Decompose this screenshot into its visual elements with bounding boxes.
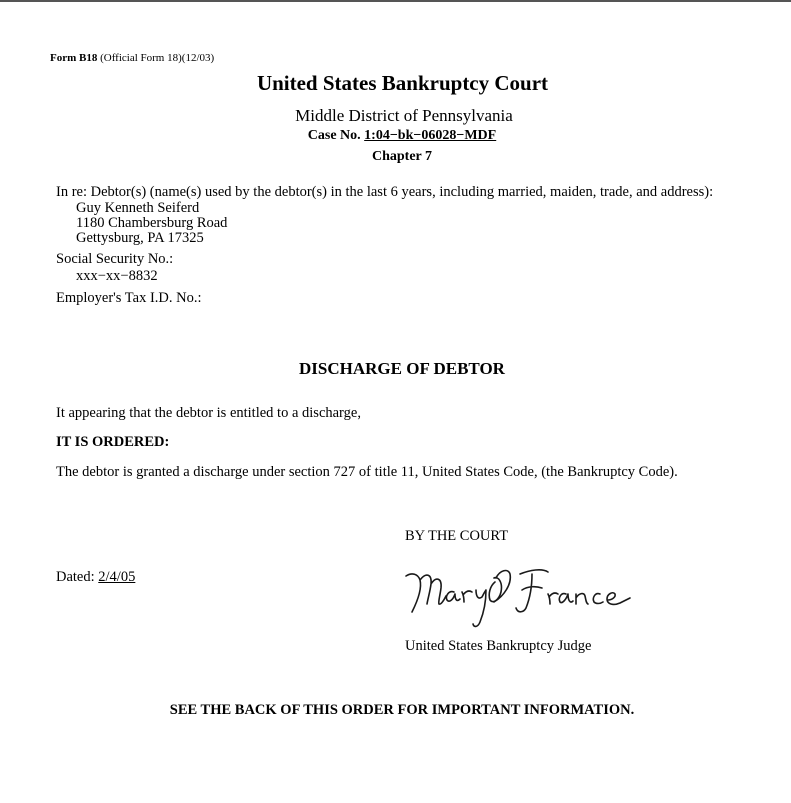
form-id: Form B18 xyxy=(50,52,98,64)
it-is-ordered: IT IS ORDERED: xyxy=(56,434,170,450)
order-title: DISCHARGE OF DEBTOR xyxy=(299,359,505,378)
discharge-granted-statement: The debtor is granted a discharge under section 727 of title 11, United States Code, (the Bankruptcy Code). xyxy=(56,464,678,480)
appearing-statement: It appearing that the debtor is entitled to a discharge, xyxy=(56,405,361,421)
case-label: Case No. xyxy=(307,128,361,143)
by-the-court: BY THE COURT xyxy=(405,528,509,544)
ssn-value: xxx−xx−8832 xyxy=(76,268,158,284)
court-district: Middle District of Pennsylvania xyxy=(295,106,513,125)
judge-title: United States Bankruptcy Judge xyxy=(405,638,592,654)
debtor-address-line2: Gettysburg, PA 17325 xyxy=(76,230,204,246)
tax-id-label: Employer's Tax I.D. No.: xyxy=(56,290,202,306)
page-top-border xyxy=(0,0,791,2)
judge-signature xyxy=(398,556,638,634)
case-line xyxy=(0,128,791,144)
chapter: Chapter 7 xyxy=(371,149,433,164)
dated-line xyxy=(56,569,135,586)
form-ref: (Official Form 18)(12/03) xyxy=(100,52,215,64)
in-re-statement: In re: Debtor(s) (name(s) used by the debtor(s) in the last 6 years, including married, maiden, trade, and address): xyxy=(56,184,714,200)
date-value: 2/4/05 xyxy=(98,569,136,585)
debtor-name: Guy Kenneth Seiferd xyxy=(76,200,200,216)
ssn-label: Social Security No.: xyxy=(56,251,174,267)
form-identifier xyxy=(50,52,214,65)
dated-label: Dated: xyxy=(56,569,95,585)
court-name: United States Bankruptcy Court xyxy=(256,71,549,95)
debtor-address-line1: 1180 Chambersburg Road xyxy=(76,215,228,231)
back-notice: SEE THE BACK OF THIS ORDER FOR IMPORTANT INFORMATION. xyxy=(169,702,635,718)
case-number: 1:04−bk−06028−MDF xyxy=(364,128,497,143)
